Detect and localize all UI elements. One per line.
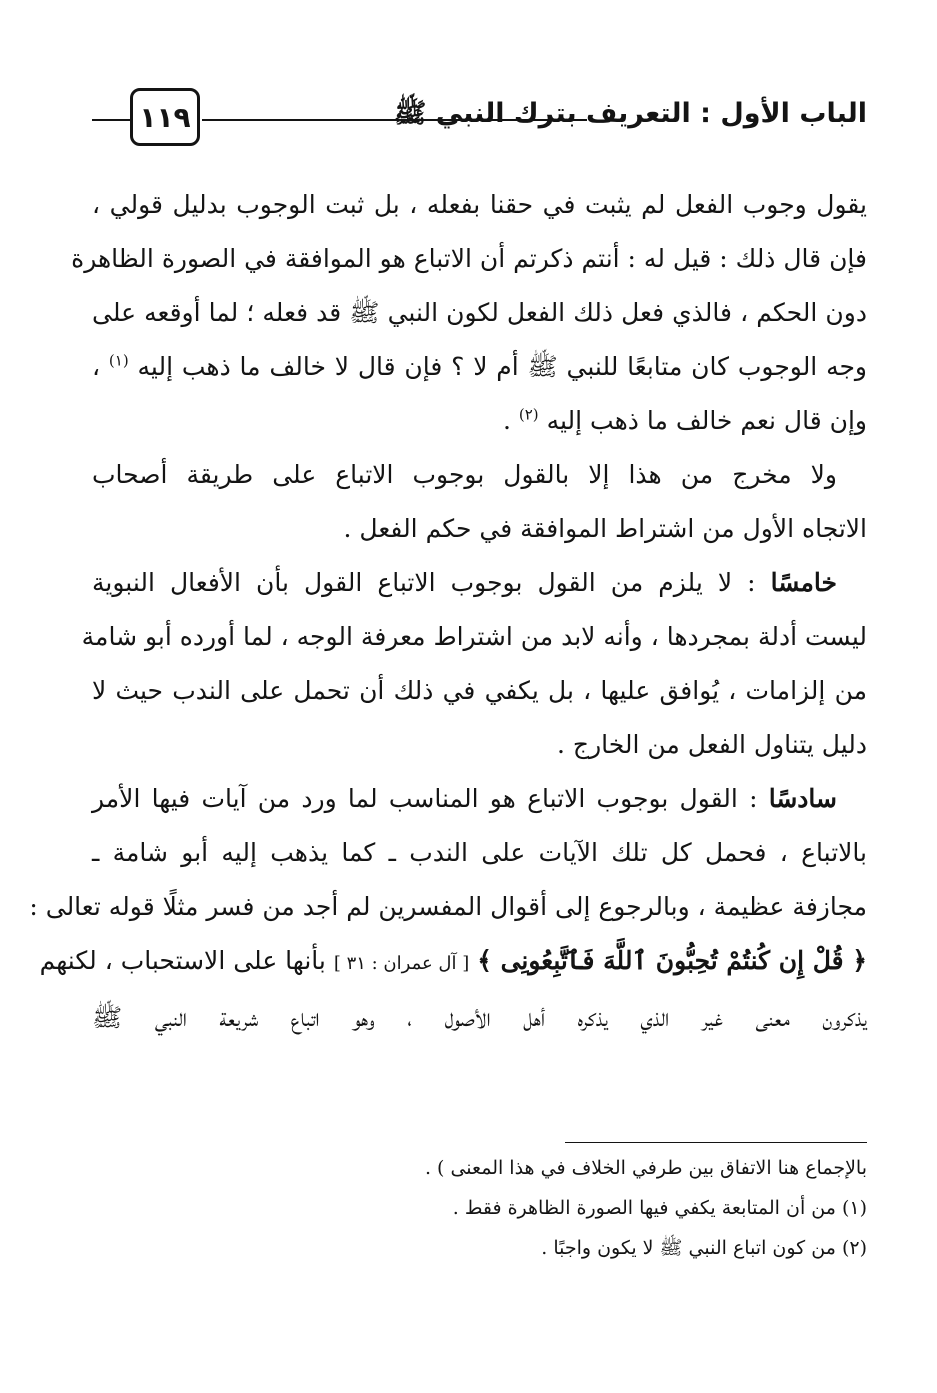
text-line: ولا مخرج من هذا إلا بالقول بوجوب الاتباع على طريقة أصحاب xyxy=(92,460,837,489)
text-line: دليل يتناول الفعل من الخارج . xyxy=(557,730,867,759)
text-segment: وإن قال نعم خالف ما ذهب إليه xyxy=(546,406,867,435)
text-segment: ، xyxy=(92,352,101,381)
paragraph-lead: خامسًا xyxy=(770,568,838,597)
text-segment: : لا يلزم من القول بوجوب الاتباع القول بأن الأفعال النبوية xyxy=(92,568,756,597)
text-line: فإن قال ذلك : قيل له : أنتم ذكرتم أن الاتباع هو الموافقة في الصورة الظاهرة xyxy=(71,244,867,273)
quran-verse: ﴿ قُلْ إِن كُنتُمْ تُحِبُّونَ ٱللَّهَ فَٱتَّبِعُونِى ﴾ xyxy=(477,946,867,975)
body-text xyxy=(29,178,868,1045)
text-line: يقول وجوب الفعل لم يثبت في حقنا بفعله ، بل ثبت الوجوب بدليل قولي ، xyxy=(92,190,867,219)
footnote-2: (٢) من كون اتباع النبي ﷺ لا يكون واجبًا . xyxy=(541,1237,867,1259)
verse-citation: [ آل عمران : ٣١ ] xyxy=(333,953,470,974)
text-segment: بأنها على الاستحباب ، لكنهم xyxy=(39,946,326,975)
footnotes xyxy=(92,1148,867,1268)
paragraph xyxy=(29,772,867,1045)
text-line xyxy=(92,340,867,394)
text-line xyxy=(92,394,867,448)
text-line: دون الحكم ، فالذي فعل ذلك الفعل لكون النبي ﷺ قد فعله ؛ لما أوقعه على xyxy=(92,298,867,327)
text-line: الاتجاه الأول من اشتراط الموافقة في حكم الفعل . xyxy=(343,514,867,543)
text-line xyxy=(92,772,867,826)
footnote-separator xyxy=(565,1142,867,1143)
text-line: بالاتباع ، فحمل كل تلك الآيات على الندب ـ كما يذهب إليه أبو شامة ـ xyxy=(92,838,867,867)
footnote-ref: (٢) xyxy=(518,405,539,424)
text-segment: : القول بوجوب الاتباع هو المناسب لما ورد من آيات فيها الأمر xyxy=(92,784,758,813)
paragraph-lead: سادسًا xyxy=(768,784,837,813)
footnote-continuation: بالإجماع هنا الاتفاق بين طرفي الخلاف في هذا المعنى ) . xyxy=(424,1157,867,1179)
text-line: مجازفة عظيمة ، وبالرجوع إلى أقوال المفسرين لم أجد من فسر مثلًا قوله تعالى : xyxy=(29,892,867,921)
text-line: يذكرون معنى غير الذي يذكره أهل الأصول ، وهو اتباع شريعة النبي ﷺ xyxy=(92,1003,867,1032)
paragraph xyxy=(81,556,867,772)
page-number: ١١٩ xyxy=(130,88,200,146)
chapter-title: الباب الأول : التعريف بترك النبي ﷺ xyxy=(393,98,867,129)
header-rule-end xyxy=(92,119,130,121)
footnote-ref: (١) xyxy=(108,351,129,370)
text-line xyxy=(39,934,867,991)
footnote-1: (١) من أن المتابعة يكفي فيها الصورة الظاهرة فقط . xyxy=(452,1197,867,1219)
text-segment: وجه الوجوب كان متابعًا للنبي ﷺ أم لا ؟ فإن قال لا خالف ما ذهب إليه xyxy=(137,352,868,381)
paragraph xyxy=(71,178,868,448)
text-line: ليست أدلة بمجردها ، وأنه لابد من اشتراط معرفة الوجه ، لما أورده أبو شامة xyxy=(81,622,867,651)
text-segment: . xyxy=(502,406,511,435)
text-line xyxy=(92,556,867,610)
paragraph xyxy=(92,448,867,556)
header-rule xyxy=(202,119,587,121)
text-line: من إلزامات ، يُوافق عليها ، بل يكفي في ذلك أن تحمل على الندب حيث لا xyxy=(92,676,867,705)
running-header xyxy=(92,88,867,158)
